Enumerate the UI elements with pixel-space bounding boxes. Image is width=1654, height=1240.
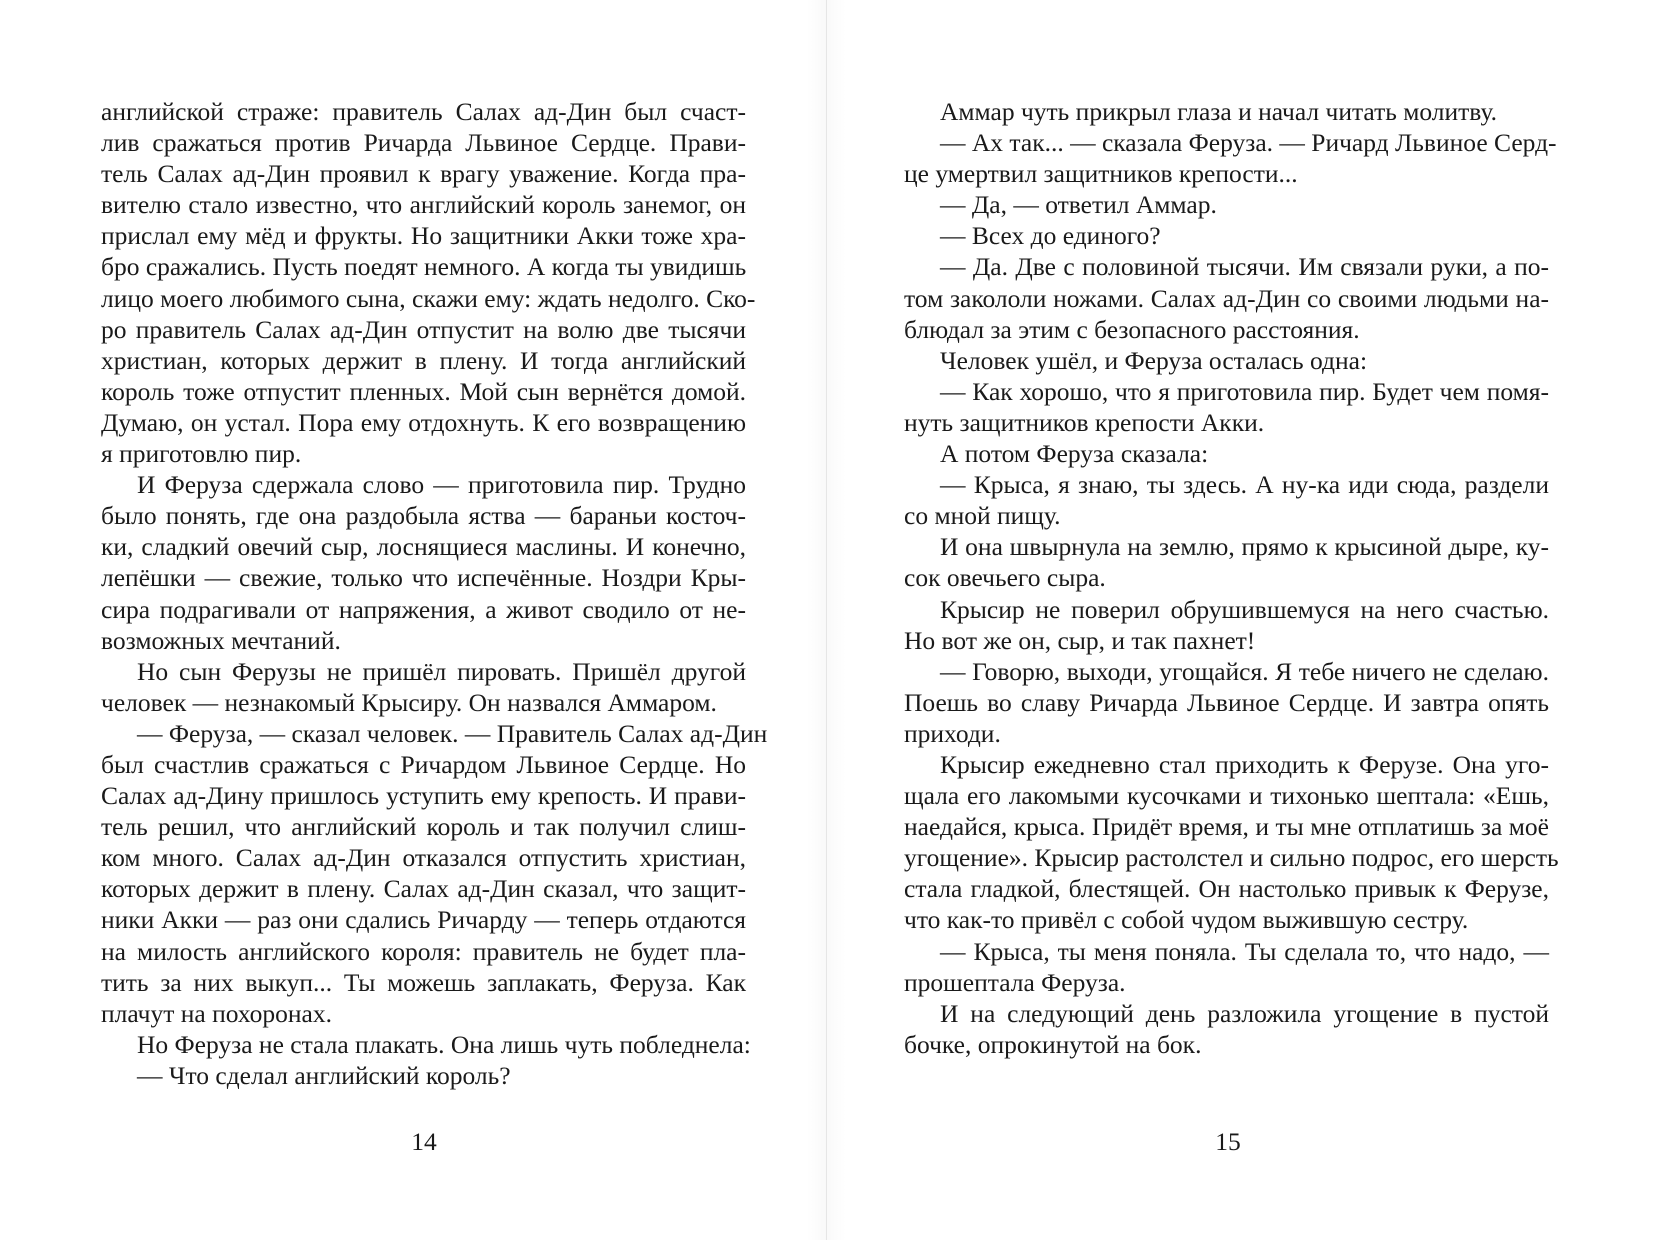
text-line: И она швырнула на землю, прямо к крысиной дыре, ку- <box>940 532 1549 562</box>
text-line: бро сражались. Пусть поедят немного. А когда ты увидишь <box>101 252 747 282</box>
text-line: сира подрагивали от напряжения, а живот сводило от не- <box>101 594 746 624</box>
text-line: И Феруза сдержала слово — приготовила пир. Трудно <box>137 470 746 500</box>
text-line: угощение». Крысир растолстел и сильно подрос, его шерсть <box>904 843 1559 873</box>
text-line: тить за них выкуп... Ты можешь заплакать, Феруза. Как <box>101 967 746 997</box>
text-line: тель Салах ад-Дин проявил к врагу уважение. Когда пра- <box>101 159 746 189</box>
text-line: которых держит в плену. Салах ад-Дин сказал, что защит- <box>101 874 746 904</box>
text-line: человек — незнакомый Крысиру. Он назвался Аммаром. <box>101 687 717 717</box>
text-line: А потом Феруза сказала: <box>940 439 1209 469</box>
text-line: сок овечьего сыра. <box>904 563 1106 593</box>
text-line: — Как хорошо, что я приготовила пир. Будет чем помя- <box>940 376 1549 406</box>
text-line: Но сын Ферузы не пришёл пировать. Пришёл другой <box>137 656 746 686</box>
text-line: — Ах так... — сказала Феруза. — Ричард Львиное Серд- <box>940 128 1557 158</box>
text-line: блюдал за этим с безопасного расстояния. <box>904 314 1360 344</box>
text-line: со мной пищу. <box>904 501 1061 531</box>
text-line: бочке, опрокинутой на бок. <box>904 1029 1202 1059</box>
text-line: Аммар чуть прикрыл глаза и начал читать молитву. <box>940 97 1498 126</box>
text-line: — Всех до единого? <box>940 221 1161 251</box>
text-line: христиан, которых держит в плену. И тогда английский <box>101 345 746 375</box>
text-line: — Говорю, выходи, угощайся. Я тебе ничего не сделаю. <box>940 656 1549 686</box>
text-line: — Феруза, — сказал человек. — Правитель Салах ад-Дин <box>137 718 768 748</box>
text-line: том закололи ножами. Салах ад-Дин со своими людьми на- <box>904 283 1549 313</box>
text-line: — Да. Две с половиной тысячи. Им связали руки, а по- <box>940 252 1549 282</box>
left-page-text <box>101 96 768 1091</box>
text-line: Но Феруза не стала плакать. Она лишь чуть побледнела: <box>137 1029 751 1059</box>
text-line: приходи. <box>904 718 1001 748</box>
text-line: — Да, — ответил Аммар. <box>940 190 1217 220</box>
text-line: Крысир ежедневно стал приходить к Ферузе. Она уго- <box>940 749 1549 779</box>
text-line: тель решил, что английский король и так получил слиш- <box>101 812 746 842</box>
text-line: английской страже: правитель Салах ад-Дин был счаст- <box>101 97 746 126</box>
text-line: наедайся, крыса. Придёт время, и ты мне отплатишь за моё <box>904 812 1549 842</box>
text-line: нуть защитников крепости Акки. <box>904 407 1265 437</box>
text-line: вителю стало известно, что английский король занемог, он <box>101 190 746 220</box>
text-line: Салах ад-Дину пришлось уступить ему крепость. И прави- <box>101 781 746 811</box>
page-number-left: 14 <box>411 1127 437 1156</box>
text-line: ком много. Салах ад-Дин отказался отпустить христиан, <box>101 843 746 873</box>
text-line: был счастлив сражаться с Ричардом Львиное Сердце. Но <box>101 749 746 779</box>
text-line: стала гладкой, блестящей. Он настолько привык к Ферузе, <box>904 874 1549 904</box>
text-line: лицо моего любимого сына, скажи ему: ждать недолго. Ско- <box>101 283 756 313</box>
text-line: ки, сладкий овечий сыр, лоснящиеся маслины. И конечно, <box>101 532 746 562</box>
text-line: Крысир не поверил обрушившемуся на него счастью. <box>940 594 1549 624</box>
text-line: на милость английского короля: правитель не будет пла- <box>101 936 746 966</box>
text-line: Но вот же он, сыр, и так пахнет! <box>904 625 1256 655</box>
text-line: щала его лакомыми кусочками и тихонько шептала: «Ешь, <box>904 781 1549 811</box>
text-line: лив сражаться против Ричарда Львиное Сердце. Прави- <box>101 128 746 158</box>
page-number-right: 15 <box>1215 1127 1241 1156</box>
book-gutter <box>826 0 827 1240</box>
text-line: — Что сделал английский король? <box>137 1060 511 1090</box>
text-line: ро правитель Салах ад-Дин отпустит на волю две тысячи <box>101 314 746 344</box>
text-line: было понять, где она раздобыла яства — бараньи косточ- <box>101 501 746 531</box>
text-line: лепёшки — свежие, только что испечённые. Ноздри Кры- <box>101 563 746 593</box>
text-line: плачут на похоронах. <box>101 998 332 1028</box>
text-line: король тоже отпустит пленных. Мой сын вернётся домой. <box>101 376 746 406</box>
text-line: Поешь во славу Ричарда Львиное Сердце. И завтра опять <box>904 687 1549 717</box>
text-line: возможных мечтаний. <box>101 625 341 655</box>
text-line: прислал ему мёд и фрукты. Но защитники Акки тоже хра- <box>101 221 746 251</box>
text-line: ники Акки — раз они сдались Ричарду — теперь отдаются <box>101 905 746 935</box>
text-line: прошептала Феруза. <box>904 967 1126 997</box>
text-line: И на следующий день разложила угощение в пустой <box>940 998 1549 1028</box>
text-line: Думаю, он устал. Пора ему отдохнуть. К его возвращению <box>101 407 746 437</box>
text-line: це умертвил защитников крепости... <box>904 159 1298 189</box>
right-page-text <box>904 96 1559 1060</box>
text-line: Человек ушёл, и Феруза осталась одна: <box>940 345 1368 375</box>
text-line: — Крыса, ты меня поняла. Ты сделала то, что надо, — <box>940 936 1549 966</box>
text-line: я приготовлю пир. <box>101 439 302 469</box>
text-line: — Крыса, я знаю, ты здесь. А ну-ка иди сюда, раздели <box>940 470 1549 500</box>
text-line: что как-то привёл с собой чудом выжившую сестру. <box>904 905 1469 935</box>
